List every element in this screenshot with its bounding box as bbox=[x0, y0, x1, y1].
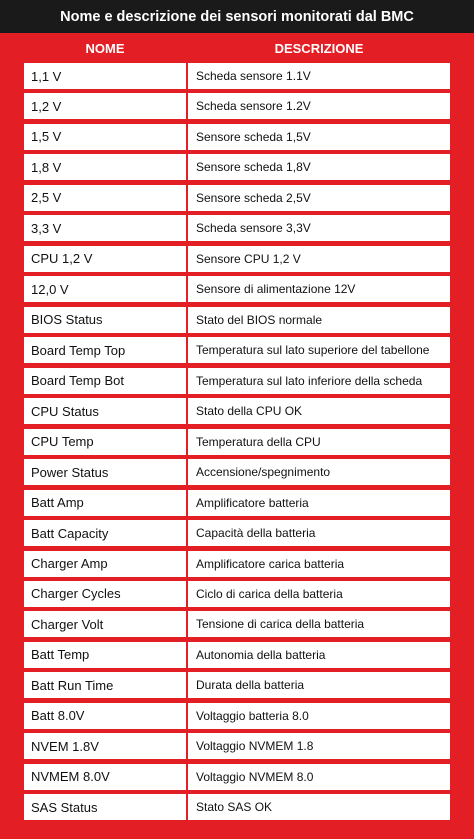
table-row bbox=[24, 764, 450, 790]
table-row bbox=[24, 246, 450, 272]
table-title: Nome e descrizione dei sensori monitorati dal BMC bbox=[0, 0, 474, 33]
sensor-name-cell: CPU 1,2 V bbox=[24, 246, 186, 272]
sensor-description-cell: Durata della batteria bbox=[188, 672, 450, 698]
sensor-name-cell: Batt Amp bbox=[24, 490, 186, 516]
sensor-description-cell: Tensione di carica della batteria bbox=[188, 611, 450, 637]
sensor-name-cell: BIOS Status bbox=[24, 307, 186, 333]
sensor-description-cell: Sensore scheda 2,5V bbox=[188, 185, 450, 211]
sensor-name-cell: Charger Cycles bbox=[24, 581, 186, 607]
sensor-name-cell: CPU Temp bbox=[24, 429, 186, 455]
column-header-name: NOME bbox=[85, 40, 125, 56]
sensor-description-cell: Autonomia della batteria bbox=[188, 642, 450, 668]
sensor-description-cell: Scheda sensore 1.2V bbox=[188, 93, 450, 119]
table-row bbox=[24, 398, 450, 424]
sensor-name-cell: Charger Amp bbox=[24, 551, 186, 577]
sensor-description-cell: Stato SAS OK bbox=[188, 794, 450, 820]
table-row bbox=[24, 520, 450, 546]
sensor-name-cell: Power Status bbox=[24, 459, 186, 485]
sensor-name-cell: 2,5 V bbox=[24, 185, 186, 211]
table-row bbox=[24, 429, 450, 455]
sensor-description-cell: Voltaggio batteria 8.0 bbox=[188, 703, 450, 729]
table-row bbox=[24, 215, 450, 241]
table-body bbox=[24, 63, 450, 825]
table-header bbox=[0, 33, 474, 63]
table-row bbox=[24, 124, 450, 150]
sensor-table bbox=[0, 33, 474, 839]
table-row bbox=[24, 307, 450, 333]
sensor-name-cell: Charger Volt bbox=[24, 611, 186, 637]
table-row bbox=[24, 459, 450, 485]
sensor-name-cell: 12,0 V bbox=[24, 276, 186, 302]
sensor-name-cell: Batt Capacity bbox=[24, 520, 186, 546]
sensor-name-cell: NVEM 1.8V bbox=[24, 733, 186, 759]
table-row bbox=[24, 490, 450, 516]
sensor-name-cell: Board Temp Bot bbox=[24, 368, 186, 394]
sensor-description-cell: Temperatura sul lato inferiore della scheda bbox=[188, 368, 450, 394]
table-row bbox=[24, 581, 450, 607]
column-header-description: DESCRIZIONE bbox=[274, 40, 364, 56]
table-row bbox=[24, 551, 450, 577]
sensor-name-cell: NVMEM 8.0V bbox=[24, 764, 186, 790]
table-row bbox=[24, 642, 450, 668]
sensor-name-cell: CPU Status bbox=[24, 398, 186, 424]
sensor-name-cell: Batt Temp bbox=[24, 642, 186, 668]
table-row bbox=[24, 672, 450, 698]
sensor-description-cell: Accensione/spegnimento bbox=[188, 459, 450, 485]
table-row bbox=[24, 611, 450, 637]
sensor-name-cell: Batt Run Time bbox=[24, 672, 186, 698]
sensor-description-cell: Amplificatore batteria bbox=[188, 490, 450, 516]
sensor-name-cell: 1,1 V bbox=[24, 63, 186, 89]
table-row bbox=[24, 703, 450, 729]
sensor-description-cell: Sensore scheda 1,5V bbox=[188, 124, 450, 150]
table-row bbox=[24, 794, 450, 820]
sensor-description-cell: Voltaggio NVMEM 1.8 bbox=[188, 733, 450, 759]
sensor-description-cell: Sensore scheda 1,8V bbox=[188, 154, 450, 180]
table-row bbox=[24, 154, 450, 180]
sensor-description-cell: Amplificatore carica batteria bbox=[188, 551, 450, 577]
sensor-name-cell: 1,2 V bbox=[24, 93, 186, 119]
table-row bbox=[24, 185, 450, 211]
sensor-description-cell: Capacità della batteria bbox=[188, 520, 450, 546]
table-row bbox=[24, 733, 450, 759]
sensor-description-cell: Voltaggio NVMEM 8.0 bbox=[188, 764, 450, 790]
table-row bbox=[24, 93, 450, 119]
table-row bbox=[24, 276, 450, 302]
sensor-name-cell: Board Temp Top bbox=[24, 337, 186, 363]
sensor-description-cell: Ciclo di carica della batteria bbox=[188, 581, 450, 607]
table-row bbox=[24, 63, 450, 89]
table-row bbox=[24, 337, 450, 363]
sensor-description-cell: Temperatura sul lato superiore del tabellone bbox=[188, 337, 450, 363]
sensor-description-cell: Sensore CPU 1,2 V bbox=[188, 246, 450, 272]
sensor-description-cell: Stato della CPU OK bbox=[188, 398, 450, 424]
sensor-description-cell: Scheda sensore 1.1V bbox=[188, 63, 450, 89]
table-row bbox=[24, 368, 450, 394]
sensor-name-cell: 1,5 V bbox=[24, 124, 186, 150]
sensor-description-cell: Sensore di alimentazione 12V bbox=[188, 276, 450, 302]
sensor-name-cell: 1,8 V bbox=[24, 154, 186, 180]
sensor-description-cell: Scheda sensore 3,3V bbox=[188, 215, 450, 241]
sensor-description-cell: Temperatura della CPU bbox=[188, 429, 450, 455]
sensor-description-cell: Stato del BIOS normale bbox=[188, 307, 450, 333]
sensor-name-cell: SAS Status bbox=[24, 794, 186, 820]
sensor-name-cell: 3,3 V bbox=[24, 215, 186, 241]
sensor-name-cell: Batt 8.0V bbox=[24, 703, 186, 729]
